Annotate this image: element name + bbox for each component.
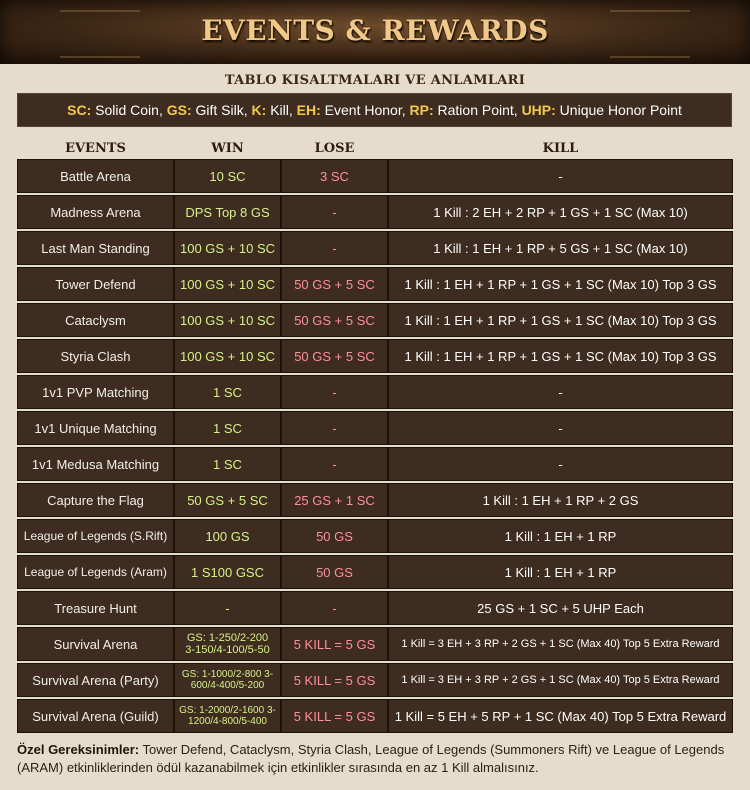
abbr-key-gs: GS: xyxy=(166,102,192,118)
event-name-cell: Survival Arena (Guild) xyxy=(17,699,174,733)
lose-cell: 50 GS + 5 SC xyxy=(281,339,388,373)
kill-cell: - xyxy=(388,447,733,481)
special-requirements-note xyxy=(17,741,733,777)
win-cell: DPS Top 8 GS xyxy=(174,195,281,229)
kill-cell: 1 Kill : 1 EH + 1 RP + 1 GS + 1 SC (Max 10) Top 3 GS xyxy=(388,303,733,337)
win-cell: - xyxy=(174,591,281,625)
win-cell: GS: 1-2000/2-1600 3-1200/4-800/5-400 xyxy=(174,699,281,733)
lose-cell: - xyxy=(281,231,388,265)
win-cell: 100 GS + 10 SC xyxy=(174,303,281,337)
event-name-cell: League of Legends (Aram) xyxy=(17,555,174,589)
kill-cell: 1 Kill : 1 EH + 1 RP + 1 GS + 1 SC (Max 10) Top 3 GS xyxy=(388,267,733,301)
win-cell: 100 GS + 10 SC xyxy=(174,267,281,301)
lose-cell: 25 GS + 1 SC xyxy=(281,483,388,517)
event-name-cell: Last Man Standing xyxy=(17,231,174,265)
kill-cell: 1 Kill : 2 EH + 2 RP + 1 GS + 1 SC (Max 10) xyxy=(388,195,733,229)
abbr-key-sc: SC: xyxy=(67,102,92,118)
lose-cell: 5 KILL = 5 GS xyxy=(281,627,388,661)
kill-cell: - xyxy=(388,411,733,445)
note-label: Özel Gereksinimler: xyxy=(17,742,140,757)
win-cell: 100 GS xyxy=(174,519,281,553)
lose-cell: 50 GS + 5 SC xyxy=(281,303,388,337)
page-title: EVENTS & REWARDS xyxy=(201,14,549,47)
table-row xyxy=(17,267,733,301)
event-name-cell: Treasure Hunt xyxy=(17,591,174,625)
column-header-kill: KILL xyxy=(542,141,579,156)
table-row xyxy=(17,483,733,517)
lose-cell: 50 GS + 5 SC xyxy=(281,267,388,301)
event-name-cell: Capture the Flag xyxy=(17,483,174,517)
win-cell: 1 SC xyxy=(174,375,281,409)
win-cell: 100 GS + 10 SC xyxy=(174,231,281,265)
kill-cell: 1 Kill = 5 EH + 5 RP + 1 SC (Max 40) Top 5 Extra Reward xyxy=(388,699,733,733)
abbr-text-eh: Event Honor, xyxy=(320,102,410,118)
win-cell: 10 SC xyxy=(174,159,281,193)
abbr-text-gs: Gift Silk, xyxy=(191,102,252,118)
event-name-cell: Battle Arena xyxy=(17,159,174,193)
column-header-win: WIN xyxy=(211,141,244,156)
event-name-cell: Styria Clash xyxy=(17,339,174,373)
kill-cell: 1 Kill : 1 EH + 1 RP + 2 GS xyxy=(388,483,733,517)
lose-cell: - xyxy=(281,375,388,409)
abbr-text-sc: Solid Coin, xyxy=(91,102,167,118)
lose-cell: - xyxy=(281,591,388,625)
abbr-key-uhp: UHP: xyxy=(521,102,556,118)
event-name-cell: Survival Arena (Party) xyxy=(17,663,174,697)
table-row xyxy=(17,411,733,445)
table-row xyxy=(17,159,733,193)
note-text: Tower Defend, Cataclysm, Styria Clash, League of Legends (Summoners Rift) ve League of Legends (ARAM) etkinliklerinden ödül kazanabilmek için etkinlikler sırasında en az 1 Kill almalısınız. xyxy=(17,742,725,775)
event-name-cell: 1v1 PVP Matching xyxy=(17,375,174,409)
win-cell: GS: 1-250/2-200 3-150/4-100/5-50 xyxy=(174,627,281,661)
column-header-events: EVENTS xyxy=(65,141,126,156)
event-name-cell: Tower Defend xyxy=(17,267,174,301)
win-cell: 100 GS + 10 SC xyxy=(174,339,281,373)
abbr-key-k: K: xyxy=(251,102,267,118)
table-row xyxy=(17,663,733,697)
event-name-cell: 1v1 Medusa Matching xyxy=(17,447,174,481)
win-cell: 1 SC xyxy=(174,411,281,445)
abbreviations-legend xyxy=(17,93,732,127)
win-cell: 1 S100 GSC xyxy=(174,555,281,589)
abbr-text-k: Kill, xyxy=(266,102,297,118)
kill-cell: 1 Kill : 1 EH + 1 RP + 5 GS + 1 SC (Max 10) xyxy=(388,231,733,265)
kill-cell: 1 Kill = 3 EH + 3 RP + 2 GS + 1 SC (Max 40) Top 5 Extra Reward xyxy=(388,663,733,697)
table-row xyxy=(17,627,733,661)
lose-cell: - xyxy=(281,195,388,229)
table-row xyxy=(17,555,733,589)
event-name-cell: Madness Arena xyxy=(17,195,174,229)
kill-cell: - xyxy=(388,375,733,409)
win-cell: 1 SC xyxy=(174,447,281,481)
abbr-key-rp: RP: xyxy=(409,102,434,118)
lose-cell: 5 KILL = 5 GS xyxy=(281,699,388,733)
abbr-text-uhp: Unique Honor Point xyxy=(555,102,682,118)
lose-cell: 5 KILL = 5 GS xyxy=(281,663,388,697)
event-name-cell: Survival Arena xyxy=(17,627,174,661)
table-row xyxy=(17,303,733,337)
kill-cell: 1 Kill : 1 EH + 1 RP xyxy=(388,555,733,589)
table-row xyxy=(17,375,733,409)
lose-cell: 3 SC xyxy=(281,159,388,193)
table-row xyxy=(17,591,733,625)
kill-cell: 1 Kill : 1 EH + 1 RP + 1 GS + 1 SC (Max 10) Top 3 GS xyxy=(388,339,733,373)
abbr-text-rp: Ration Point, xyxy=(433,102,522,118)
abbreviations-title: TABLO KISALTMALARI VE ANLAMLARI xyxy=(224,73,526,88)
abbr-key-eh: EH: xyxy=(296,102,321,118)
kill-cell: 1 Kill = 3 EH + 3 RP + 2 GS + 1 SC (Max 40) Top 5 Extra Reward xyxy=(388,627,733,661)
kill-cell: 1 Kill : 1 EH + 1 RP xyxy=(388,519,733,553)
lose-cell: 50 GS xyxy=(281,555,388,589)
table-row xyxy=(17,447,733,481)
table-row xyxy=(17,519,733,553)
table-row xyxy=(17,699,733,733)
column-header-lose: LOSE xyxy=(314,141,355,156)
win-cell: 50 GS + 5 SC xyxy=(174,483,281,517)
kill-cell: 25 GS + 1 SC + 5 UHP Each xyxy=(388,591,733,625)
win-cell: GS: 1-1000/2-800 3-600/4-400/5-200 xyxy=(174,663,281,697)
table-row xyxy=(17,231,733,265)
lose-cell: - xyxy=(281,411,388,445)
lose-cell: - xyxy=(281,447,388,481)
kill-cell: - xyxy=(388,159,733,193)
event-name-cell: 1v1 Unique Matching xyxy=(17,411,174,445)
table-row xyxy=(17,339,733,373)
table-row xyxy=(17,195,733,229)
event-name-cell: League of Legends (S.Rift) xyxy=(17,519,174,553)
header-banner xyxy=(0,0,750,64)
event-name-cell: Cataclysm xyxy=(17,303,174,337)
lose-cell: 50 GS xyxy=(281,519,388,553)
